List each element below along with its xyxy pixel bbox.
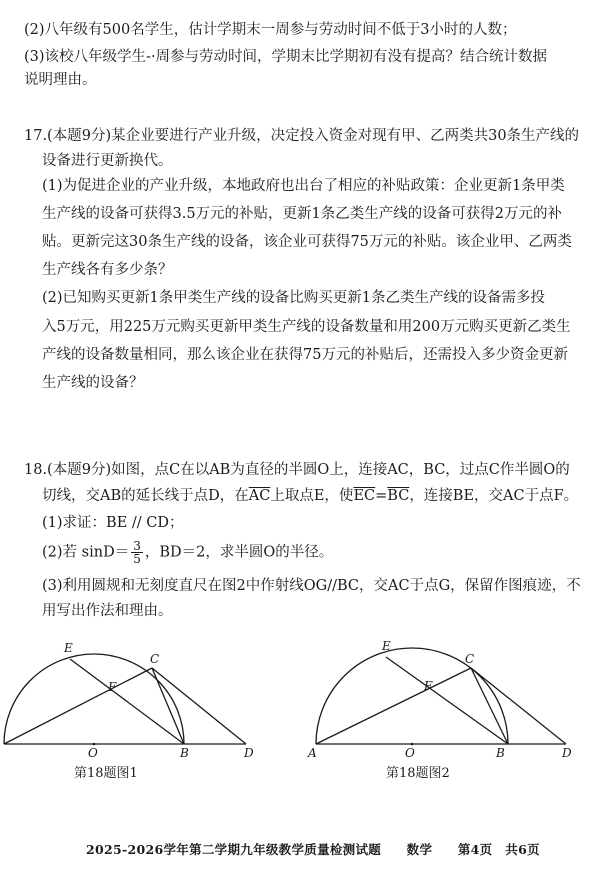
q17-p2-line3: 产线的设备数量相同，那么该企业在获得75万元的补贴后，还需投入多少资金更新	[42, 347, 568, 363]
segment-bc	[471, 668, 508, 744]
prev-q-part3-line2: 说明理由。	[24, 72, 97, 88]
fraction-numerator: 3	[133, 539, 141, 553]
fraction-3-5	[131, 540, 143, 565]
figure-2-caption: 第18题图2	[386, 766, 450, 781]
prev-q-part2: (2)八年级有500名学生，估计学期末一周参与劳动时间不低于3小时的人数；	[24, 22, 517, 38]
tangent-cd	[471, 668, 566, 744]
tangent-cd	[152, 668, 246, 744]
arc-bc: $\overline{BC}$	[387, 488, 410, 504]
equals-sign: =	[375, 488, 388, 504]
arc-ec: $\overline{EC}$	[353, 488, 376, 504]
label-b: B	[180, 746, 189, 760]
q18-p2	[42, 540, 333, 565]
q17-p1-line3: 贴。更新完这30条生产线的设备，该企业可获得75万元的补贴。该企业甲、乙两类	[42, 234, 572, 250]
q18-p1: (1)求证：BE // CD；	[42, 515, 184, 531]
figure-2	[306, 630, 586, 765]
q17-p1-line1: (1)为促进企业的产业升级，本地政府也出台了相应的补贴政策：企业更新1条甲类	[42, 178, 565, 194]
center-point-o	[411, 743, 414, 746]
q17-p1-line4: 生产线各有多少条？	[42, 262, 173, 278]
label-b: B	[496, 746, 505, 760]
q18-intro-line2-c: ，连接BE，交AC于点F。	[409, 488, 579, 504]
figure-1-caption: 第18题图1	[74, 766, 138, 781]
q17-p2-line4: 生产线的设备？	[42, 375, 144, 391]
arc-ac: $\overline{AC}$	[248, 488, 271, 504]
q17-p2-line1: (2)已知购买更新1条甲类生产线的设备比购买更新1条乙类生产线的设备需多投	[42, 290, 545, 306]
page-footer: 2025-2026学年第二学期九年级教学质量检测试题 数学 第4页 共6页	[86, 842, 540, 857]
label-a: A	[308, 746, 317, 760]
center-point-o	[93, 743, 96, 746]
segment-ac	[316, 668, 471, 744]
q17-p2-line2: 入5万元，用225万元购买更新甲类生产线的设备数量和用200万元购买更新乙类生	[42, 319, 571, 335]
label-c: C	[465, 652, 475, 666]
q17-intro-line2: 设备进行更新换代。	[42, 153, 173, 169]
label-o: O	[405, 746, 415, 760]
q18-p2-a: (2)若 sinD＝	[42, 544, 130, 561]
q18-intro-line2	[42, 486, 578, 506]
label-f: F	[424, 679, 433, 693]
label-d: D	[562, 746, 572, 760]
fraction-denominator: 5	[133, 552, 141, 566]
label-d: D	[244, 746, 254, 760]
q18-p3-line2: 用写出作法和理由。	[42, 603, 173, 619]
q18-p3-line1: (3)利用圆规和无刻度直尺在图2中作射线OG//BC，交AC于点G，保留作图痕迹，不	[42, 578, 581, 594]
q18-intro-line2-b: 上取点E，使	[270, 488, 354, 504]
segment-ac	[4, 668, 152, 744]
label-e: E	[64, 641, 73, 655]
q18-intro-line2-a: 切线，交AB的延长线于点D，在	[42, 488, 249, 504]
q18-intro-line1: 18.(本题9分)如图，点C在以AB为直径的半圆O上，连接AC，BC，过点C作半圆O的	[24, 462, 570, 478]
label-o: O	[88, 746, 98, 760]
q17-p1-line2: 生产线的设备可获得3.5万元的补贴，更新1条乙类生产线的设备可获得2万元的补	[42, 206, 563, 222]
label-c: C	[150, 652, 160, 666]
label-f: F	[108, 680, 117, 694]
label-e: E	[382, 639, 391, 653]
q18-p2-b: ，BD＝2，求半圆O的半径。	[144, 544, 334, 561]
prev-q-part3-line1: (3)该校八年级学生-·周参与劳动时间，学期末比学期初有没有提高？结合统计数据	[24, 49, 548, 65]
q17-intro-line1: 17.(本题9分)某企业要进行产业升级，决定投入资金对现有甲、乙两类共30条生产线的	[24, 128, 580, 144]
figure-1	[0, 630, 270, 765]
